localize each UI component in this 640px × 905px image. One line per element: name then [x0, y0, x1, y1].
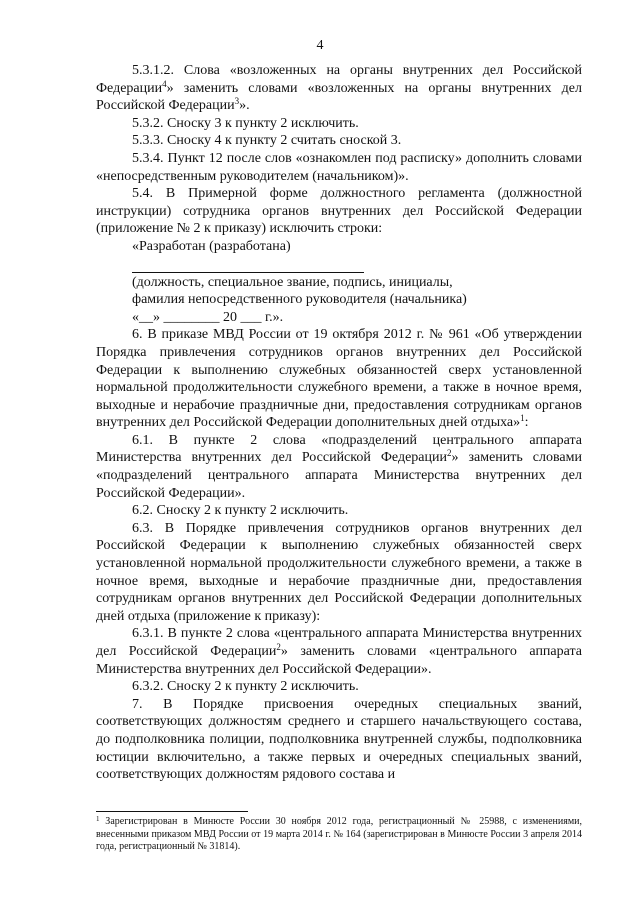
signature-underline — [132, 266, 364, 273]
paragraph-6: 6. В приказе МВД России от 19 октября 2012 г. № 961 «Об утверждении Порядка привлечения сотрудников органов внутренних дел Российской Федерации к выполнению служебных обязанностей сверх установленной нормальной продолжительности служебного времени, а также в ночное время, выходные и нерабочие праздничные дни, предоставления сотрудникам органов внутренних дел Российской Федерации дополнительных дней отдыха»$^1$: — [96, 327, 582, 431]
paragraph-5-3-3: 5.3.3. Сноску 4 к пункту 2 считать сноской 3. — [132, 133, 402, 149]
footnote-ref: 2 — [276, 642, 281, 652]
paragraph-6-2: 6.2. Сноску 2 к пункту 2 исключить. — [132, 503, 349, 519]
page-number: 4 — [316, 38, 324, 53]
footnote-separator — [96, 811, 248, 812]
footnote-mark: 1 — [96, 815, 100, 823]
paragraph-6-3-2: 6.3.2. Сноску 2 к пункту 2 исключить. — [132, 679, 359, 695]
paragraph-5-4: 5.4. В Примерной форме должностного регламента (должностной инструкции) сотрудника органов внутренних дел Российской Федерации (приложение № 2 к приказу) исключить строки: — [96, 186, 582, 237]
paragraph-7: 7. В Порядке присвоения очередных специальных званий, соответствующих должностям среднего и старшего начальствующего состава, до подполковника полиции, подполковника внутренней службы, подполковника юстиции включительно, а также первых и очередных специальных званий, соответствующих должностям рядового состава и — [96, 696, 582, 783]
paragraph-6-3-1: 6.3.1. В пункте 2 слова «центрального аппарата Министерства внутренних дел Российской Федерации$^2$» заменить словами «центрального аппарата Министерства внутренних дел Российской Федерации». — [96, 626, 582, 677]
paragraph-6-1: 6.1. В пункте 2 слова «подразделений центрального аппарата Министерства внутренних дел Российской Федерации$^2$» заменить словами «подразделений центрального аппарата Министерства внутренних дел Российской Федерации». — [96, 432, 582, 501]
paragraph-5-3-2: 5.3.2. Сноску 3 к пункту 2 исключить. — [132, 115, 359, 131]
footnote — [96, 816, 582, 854]
document-body — [96, 62, 582, 784]
paragraph-5-3-4: 5.3.4. Пункт 12 после слов «ознакомлен под расписку» дополнить словами «непосредственным руководителем (начальником)». — [96, 150, 582, 184]
paragraph-6-3: 6.3. В Порядке привлечения сотрудников органов внутренних дел Российской Федерации к выполнению служебных обязанностей сверх установленной нормальной продолжительности служебного времени, а также в ночное время, выходные и нерабочие праздничные дни, предоставления сотрудникам органов внутренних дел Российской Федерации дополнительных дней отдыха (приложение к приказу): — [96, 520, 582, 624]
footnote-ref: 3 — [234, 96, 240, 107]
footnote-text: Зарегистрирован в Минюсте России 30 ноября 2012 года, регистрационный № 25988, с изменениями, внесенными приказом МВД России от 19 марта 2014 г. № 164 (зарегистрирован в Минюсте России 3 апреля 2014 года, регистрационный № 31814). — [96, 816, 582, 853]
footnote-ref: 4 — [162, 78, 167, 89]
footnote-ref: 2 — [446, 448, 452, 459]
quoted-line-date: «__» ________ 20 ___ г.». — [132, 309, 284, 325]
footnote-ref: 1 — [520, 413, 525, 424]
quoted-line-position: (должность, специальное звание, подпись, инициалы, — [132, 274, 453, 290]
paragraph-5-3-1-2: 5.3.1.2. Слова «возложенных на органы внутренних дел Российской Федерации$^4$» заменить словами «возложенных на органы внутренних дел Российской Федерации$^3$». — [96, 63, 582, 114]
quoted-line-developed: «Разработан (разработана) — [132, 238, 291, 254]
quoted-line-name: фамилия непосредственного руководителя (начальника) — [132, 292, 467, 308]
